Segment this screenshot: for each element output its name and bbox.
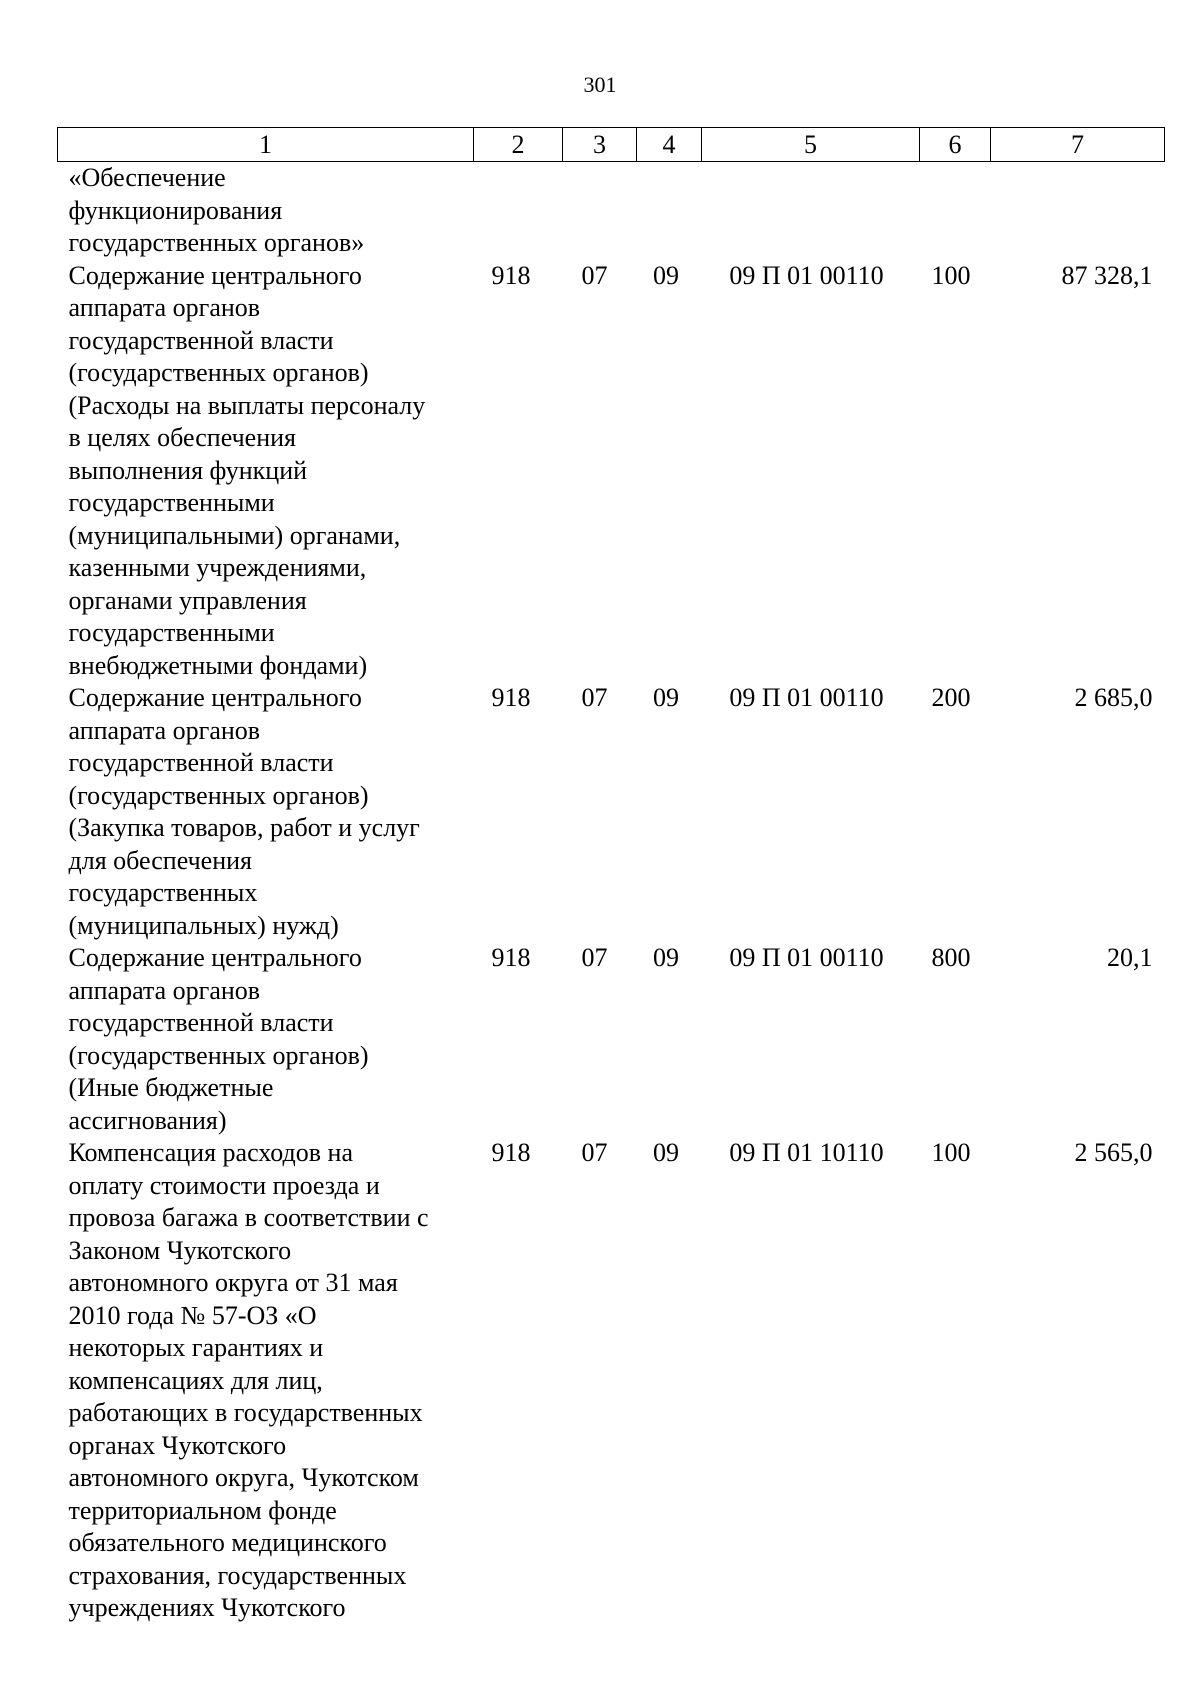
row-description: Содержание центрального аппарата органов государственной власти (государственных органов) (Закупка товаров, работ и услуг для обеспечения государственных (муниципальных) нужд) bbox=[68, 683, 420, 940]
target-article: 09 П 01 00110 bbox=[729, 943, 884, 972]
table-row bbox=[58, 260, 1165, 683]
expense-type bbox=[920, 162, 991, 260]
target-article: 09 П 01 10110 bbox=[729, 1138, 884, 1167]
subsection-code bbox=[637, 162, 702, 260]
admin-code: 918 bbox=[491, 943, 531, 972]
admin-code: 918 bbox=[491, 260, 531, 290]
table-row bbox=[58, 682, 1165, 942]
table-row bbox=[58, 942, 1165, 1137]
section-code bbox=[563, 162, 637, 260]
budget-table bbox=[57, 127, 1165, 1625]
row-description: Содержание центрального аппарата органов государственной власти (государственных органов) (Иные бюджетные ассигнования) bbox=[68, 943, 369, 1135]
section-code: 07 bbox=[581, 260, 608, 290]
expense-type: 100 bbox=[931, 260, 971, 290]
target-article: 09 П 01 00110 bbox=[729, 260, 884, 290]
row-description: Содержание центрального аппарата органов государственной власти (государственных органов) (Расходы на выплаты персоналу в целях обеспечения выполнения функций государственными (муниципальными) органами, казенными учреждениями, органами управления государственными внебюджетными фондами) bbox=[68, 260, 426, 680]
subsection-code: 09 bbox=[653, 683, 679, 712]
column-header: 6 bbox=[920, 128, 991, 162]
subsection-code: 09 bbox=[653, 260, 679, 290]
section-code: 07 bbox=[581, 943, 608, 972]
admin-code bbox=[474, 162, 563, 260]
amount: 2 685,0 bbox=[1074, 683, 1153, 712]
amount bbox=[991, 162, 1165, 260]
table-row bbox=[58, 1137, 1165, 1625]
column-header: 5 bbox=[702, 128, 920, 162]
column-header: 1 bbox=[58, 128, 474, 162]
target-article bbox=[702, 162, 920, 260]
amount: 2 565,0 bbox=[1074, 1138, 1153, 1167]
column-header: 2 bbox=[474, 128, 563, 162]
header-row bbox=[58, 128, 1165, 162]
amount: 20,1 bbox=[1107, 943, 1153, 972]
subsection-code: 09 bbox=[653, 1138, 679, 1167]
expense-type: 800 bbox=[931, 943, 971, 972]
admin-code: 918 bbox=[491, 683, 531, 712]
amount: 87 328,1 bbox=[1061, 260, 1153, 290]
section-code: 07 bbox=[581, 683, 608, 712]
page-number: 301 bbox=[583, 72, 617, 97]
row-description: «Обеспечение функционирования государственных органов» bbox=[68, 163, 365, 257]
target-article: 09 П 01 00110 bbox=[729, 683, 884, 712]
expense-type: 100 bbox=[931, 1138, 971, 1167]
column-header: 4 bbox=[637, 128, 702, 162]
row-description: Компенсация расходов на оплату стоимости проезда и провоза багажа в соответствии с Законом Чукотского автономного округа от 31 мая 2010 года № 57-ОЗ «О некоторых гарантиях и компенсациях для лиц, работающих в государственных органах Чукотского автономного округа, Чукотском территориальном фонде обязательного медицинского страхования, государственных учреждениях Чукотского bbox=[68, 1138, 429, 1622]
subsection-code: 09 bbox=[653, 943, 679, 972]
admin-code: 918 bbox=[491, 1138, 531, 1167]
column-header: 3 bbox=[563, 128, 637, 162]
expense-type: 200 bbox=[931, 683, 971, 712]
column-header: 7 bbox=[991, 128, 1165, 162]
section-code: 07 bbox=[581, 1138, 608, 1167]
table-row bbox=[58, 162, 1165, 260]
